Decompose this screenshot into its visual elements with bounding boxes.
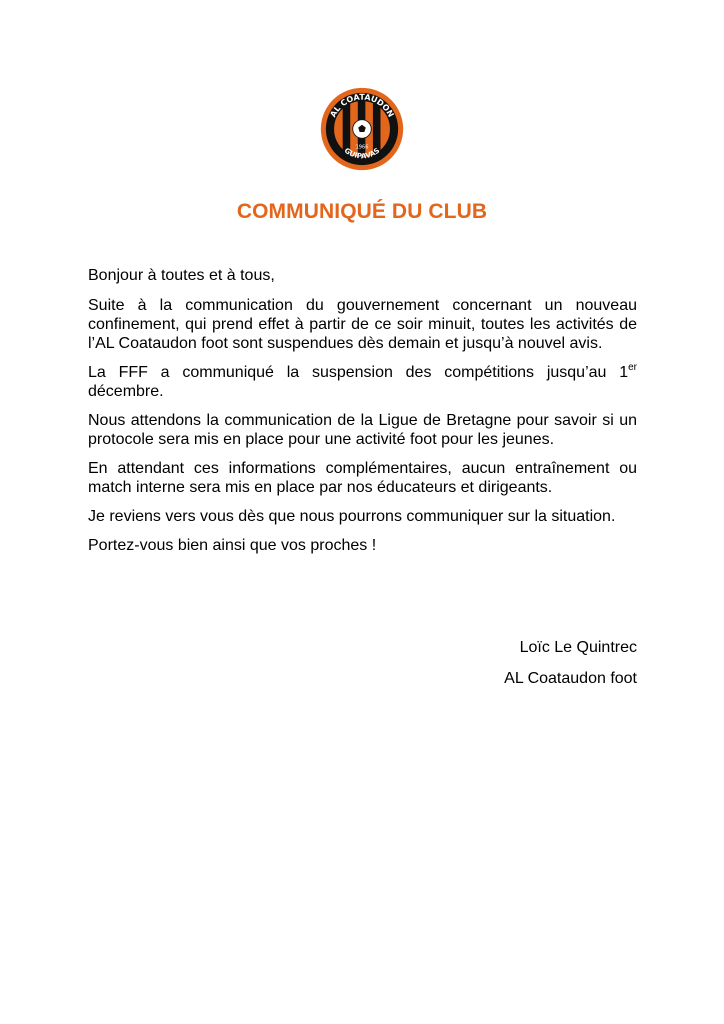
signature	[504, 638, 637, 700]
page-title: COMMUNIQUÉ DU CLUB	[236, 200, 488, 223]
signature-name: Loïc Le Quintrec	[519, 639, 637, 656]
greeting: Bonjour à toutes et à tous,	[88, 267, 275, 284]
paragraph-confinement: Suite à la communication du gouvernement concernant un nouveau confinement, qui prend effet à partir de ce soir minuit, toutes les activités de l’AL Coataudon foot sont suspendues dès demain et jusqu’à nouvel avis.	[88, 297, 637, 352]
signature-club: AL Coataudon foot	[504, 670, 637, 687]
logo-bottom-text: GUIPAVAS	[342, 145, 382, 161]
paragraph-followup: Je reviens vers vous dès que nous pourrons communiquer sur la situation.	[88, 508, 616, 525]
superscript-er: er	[628, 362, 637, 373]
paragraph-closing: Portez-vous bien ainsi que vos proches !	[88, 537, 377, 554]
logo-year: 1966	[355, 144, 369, 151]
letter-body	[88, 266, 637, 565]
paragraph-ligue: Nous attendons la communication de la Ligue de Bretagne pour savoir si un protocole sera mis en place pour une activité foot pour les jeunes.	[88, 412, 637, 448]
logo-top-text: AL COATAUDON	[328, 92, 396, 119]
paragraph-fff: La FFF a communiqué la suspension des compétitions jusqu’au 1er décembre.	[88, 362, 637, 400]
paragraph-training: En attendant ces informations complémentaires, aucun entraînement ou match interne sera mis en place par nos éducateurs et dirigeants.	[88, 460, 637, 496]
football-icon	[353, 120, 371, 138]
club-logo	[320, 87, 404, 171]
